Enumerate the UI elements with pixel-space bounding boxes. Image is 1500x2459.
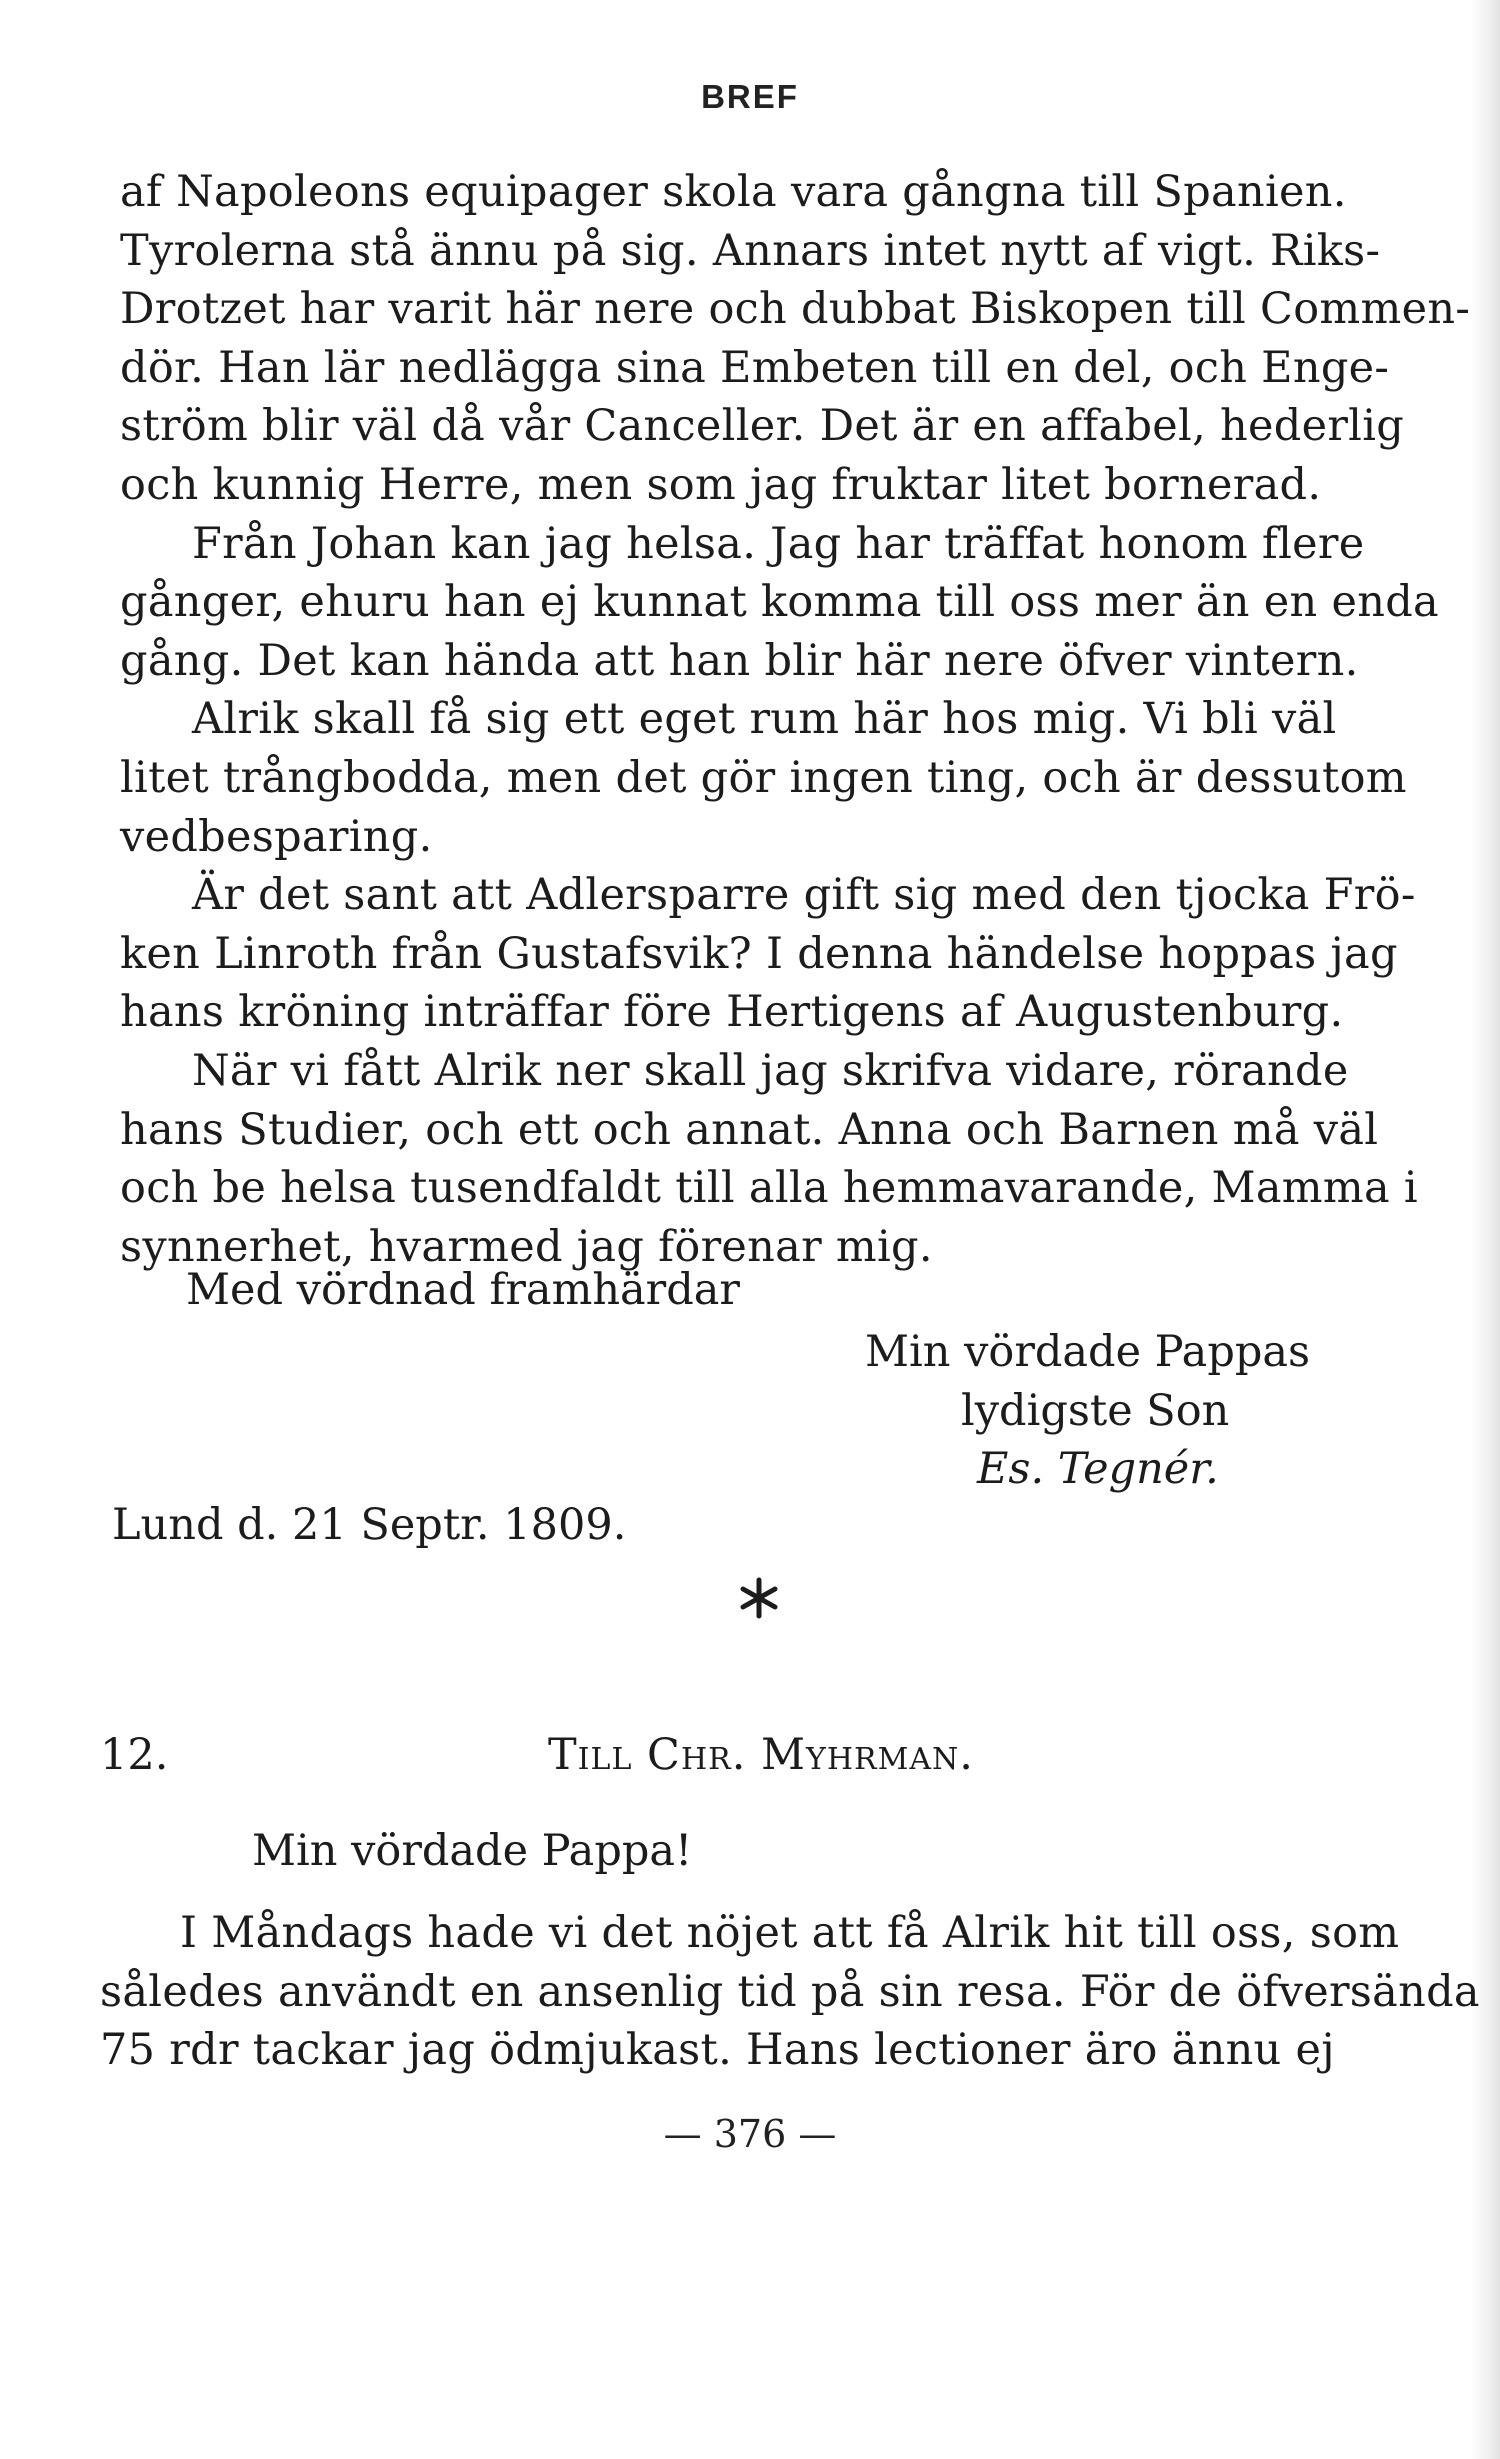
paragraph-start-line: När vi fått Alrik ner skall jag skrifva vidare, rörande (192, 1045, 1349, 1096)
letter-2-body (100, 1904, 1480, 2080)
text-line: litet trångbodda, men det gör ingen ting, och är dessutom (120, 752, 1407, 803)
text-line: hans kröning inträffar före Hertigens af Augustenburg. (120, 987, 1344, 1038)
signature-line: Min vördade Pappas (865, 1327, 1311, 1377)
letter-number: 12. (100, 1730, 169, 1780)
text-line: ström blir väl då vår Canceller. Det är en affabel, hederlig (120, 401, 1405, 452)
signature-line: lydigste Son (961, 1385, 1230, 1436)
paragraph-start-line: Från Johan kan jag helsa. Jag har träffat honom flere (192, 518, 1365, 569)
page-number: — 376 — (663, 2112, 837, 2156)
text-line: gånger, ehuru han ej kunnat komma till oss mer än en enda (120, 577, 1439, 628)
signature-block (865, 1323, 1310, 1499)
letter-1-body (120, 163, 1471, 1276)
text-line: synnerhet, hvarmed jag förenar mig. (120, 1221, 933, 1272)
text-line: dör. Han lär nedlägga sina Embeten till en del, och Enge- (120, 342, 1390, 393)
text-line: och kunnig Herre, men som jag fruktar litet bornerad. (120, 459, 1322, 510)
text-line: Drotzet har varit här nere och dubbat Biskopen till Commen- (120, 284, 1471, 335)
letter-title: Till Chr. Myhrman. (548, 1730, 974, 1780)
letter-closing: Med vördnad framhärdar (186, 1265, 740, 1315)
paragraph-start-line: I Måndags hade vi det nöjet att få Alrik hit till oss, som (180, 1908, 1400, 1958)
text-line: 75 rdr tackar jag ödmjukast. Hans lectioner äro ännu ej (100, 2025, 1335, 2076)
text-line: af Napoleons equipager skola vara gångna till Spanien. (120, 167, 1347, 217)
asterisk-icon (738, 1577, 780, 1619)
running-head: BREF (701, 78, 799, 115)
paragraph-start-line: Är det sant att Adlersparre gift sig med den tjocka Frö- (192, 870, 1416, 921)
salutation: Min vördade Pappa! (252, 1826, 693, 1876)
text-line: ken Linroth från Gustafsvik? I denna händelse hoppas jag (120, 928, 1398, 979)
text-line: hans Studier, och ett och annat. Anna och Barnen må väl (120, 1104, 1379, 1155)
place-date: Lund d. 21 Septr. 1809. (112, 1500, 627, 1550)
text-line: vedbesparing. (120, 811, 433, 862)
text-line: således användt en ansenlig tid på sin resa. För de öfversända (100, 1966, 1480, 2017)
text-line: gång. Det kan hända att han blir här nere öfver vintern. (120, 635, 1359, 686)
text-line: Tyrolerna stå ännu på sig. Annars intet nytt af vigt. Riks- (120, 225, 1381, 276)
paragraph-start-line: Alrik skall få sig ett eget rum här hos mig. Vi bli väl (192, 694, 1337, 745)
signature-name: Es. Tegnér. (977, 1444, 1219, 1495)
text-line: och be helsa tusendfaldt till alla hemmavarande, Mamma i (120, 1163, 1418, 1214)
